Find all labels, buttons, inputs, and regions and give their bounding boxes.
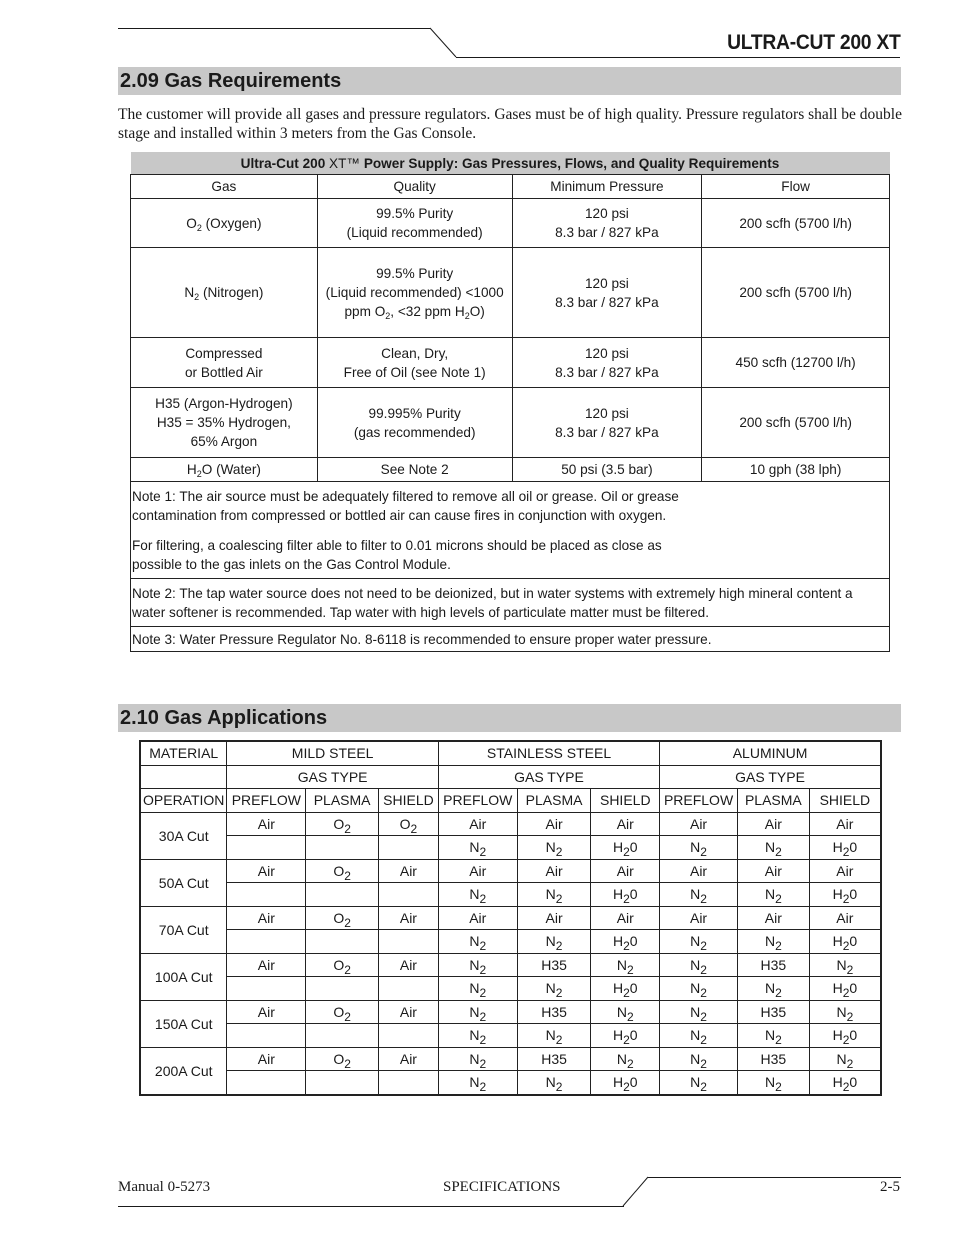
gas-requirements-table — [130, 152, 890, 652]
gas-cell: $N_2$ — [660, 953, 738, 977]
note-1-line: possible to the gas inlets on the Gas Control Module. — [132, 557, 451, 572]
quality-cell: 99.5% Purity (Liquid recommended) <1000 ppm $O_2$, <32 ppm $H_2O$) — [317, 248, 512, 338]
subcol-header: PLASMA — [517, 789, 591, 813]
pressure-cell: 120 psi 8.3 bar / 827 kPa — [512, 388, 702, 458]
gas-cell: $O_2$ — [379, 812, 439, 836]
flow-cell: 450 scfh (12700 l/h) — [702, 338, 890, 388]
gas-cell: Air — [809, 906, 881, 930]
gas-cell: $N_2$ — [591, 953, 660, 977]
table-row — [131, 338, 890, 388]
gas-cell: $N_2$ — [737, 1071, 809, 1095]
gas-cell: $H_20$ — [591, 1071, 660, 1095]
note-row — [131, 627, 890, 652]
gas-cell: $H_20$ — [591, 977, 660, 1001]
table-row — [140, 859, 881, 883]
gas-cell: $H_20$ — [591, 930, 660, 954]
gas-cell — [227, 836, 306, 860]
flow-cell: 200 scfh (5700 l/h) — [702, 248, 890, 338]
note-1-line: Note 1: The air source must be adequately filtered to remove all oil or grease. Oil or grease — [132, 489, 679, 504]
gas-cell: Air — [660, 906, 738, 930]
table-row — [140, 977, 881, 1001]
section-heading: 2.09 Gas Requirements — [120, 70, 342, 92]
gas-type-header: GAS TYPE — [438, 765, 659, 789]
gas-cell: $N_2$ — [591, 1000, 660, 1024]
gas-cell: Air — [379, 859, 439, 883]
quality-cell: 99.995% Purity (gas recommended) — [317, 388, 512, 458]
table-row — [131, 458, 890, 482]
gas-cell: Air — [737, 906, 809, 930]
gas-cell: $H_20$ — [809, 883, 881, 907]
gas-cell: $N_2$ — [517, 836, 591, 860]
gas-cell: Air — [227, 906, 306, 930]
flow-cell: 10 gph (38 lph) — [702, 458, 890, 482]
gas-cell: H35 — [737, 1000, 809, 1024]
gas-cell: $N_2$ — [438, 883, 517, 907]
header-rule-left — [118, 28, 430, 29]
table-row — [140, 812, 881, 836]
gas-cell: Air — [517, 906, 591, 930]
gas-cell — [306, 883, 379, 907]
gas-type-header: GAS TYPE — [227, 765, 438, 789]
gas-cell: $N_2$ — [517, 883, 591, 907]
gas-cell: $N_2$ — [737, 930, 809, 954]
gas-cell: Air — [438, 812, 517, 836]
footer-rule-right — [648, 1177, 901, 1178]
gas-cell: Air — [737, 859, 809, 883]
subcol-header: PREFLOW — [660, 789, 738, 813]
gas-cell: $N_2$ — [660, 977, 738, 1001]
gas-cell: Air — [517, 812, 591, 836]
gas-cell: $H_20$ — [591, 883, 660, 907]
gas-cell: $N_2$ — [438, 930, 517, 954]
gas-cell: $N_2$ — [660, 1071, 738, 1095]
gas-cell: Air — [379, 906, 439, 930]
table-row — [140, 1047, 881, 1071]
gas-cell: Air — [660, 859, 738, 883]
gas-cell: $N_2$ — [737, 836, 809, 860]
gas-cell: $N_2$ — [517, 1024, 591, 1048]
gas-cell: $N_2$ — [809, 1047, 881, 1071]
operation-cell: 50A Cut — [140, 859, 227, 906]
gas-cell: $N_2$ — [438, 836, 517, 860]
section-heading-bar — [118, 67, 901, 95]
gas-cell: H35 — [517, 953, 591, 977]
note-1-line: For filtering, a coalescing filter able to filter to 0.01 microns should be placed as close as — [132, 538, 662, 553]
operation-cell: 100A Cut — [140, 953, 227, 1000]
gas-cell: $N_2$ (Nitrogen) — [131, 248, 318, 338]
operation-cell: 30A Cut — [140, 812, 227, 859]
gas-cell: $N_2$ — [660, 1024, 738, 1048]
operation-label: OPERATION — [140, 789, 227, 813]
subcol-header: SHIELD — [379, 789, 439, 813]
table-row — [140, 883, 881, 907]
gas-cell — [379, 930, 439, 954]
note-2-line: water softener is recommended. Tap water with high levels of particulate matter must be filtered. — [132, 604, 709, 620]
table-row — [140, 906, 881, 930]
section-heading-bar — [118, 704, 901, 732]
gas-cell: $H_2O$ (Water) — [131, 458, 318, 482]
gas-cell: $N_2$ — [438, 1071, 517, 1095]
quality-cell: Clean, Dry, Free of Oil (see Note 1) — [317, 338, 512, 388]
gas-cell: $O_2$ — [306, 953, 379, 977]
quality-cell: 99.5% Purity (Liquid recommended) — [317, 199, 512, 248]
quality-cell: See Note 2 — [317, 458, 512, 482]
pressure-cell: 120 psi 8.3 bar / 827 kPa — [512, 248, 702, 338]
header-rule-right — [456, 57, 900, 58]
gas-cell: $N_2$ — [438, 1047, 517, 1071]
gas-cell: $N_2$ — [591, 1047, 660, 1071]
table-row — [140, 1000, 881, 1024]
gas-cell — [379, 1024, 439, 1048]
pressure-cell: 50 psi (3.5 bar) — [512, 458, 702, 482]
gas-cell — [227, 930, 306, 954]
gas-cell: $N_2$ — [737, 883, 809, 907]
gas-cell: $N_2$ — [809, 953, 881, 977]
gas-cell: $N_2$ — [809, 1000, 881, 1024]
footer-rule-left — [118, 1206, 624, 1207]
note-row — [131, 579, 890, 627]
gas-cell: $H_20$ — [809, 930, 881, 954]
table-row — [140, 1024, 881, 1048]
gas-cell: $O_2$ — [306, 906, 379, 930]
table-row — [131, 199, 890, 248]
footer-section-name: SPECIFICATIONS — [443, 1179, 561, 1195]
footer-page-number: 2-5 — [880, 1179, 900, 1195]
subcol-header: PREFLOW — [227, 789, 306, 813]
material-header: MILD STEEL — [227, 741, 438, 765]
gas-type-header: GAS TYPE — [660, 765, 881, 789]
gas-cell: $N_2$ — [438, 953, 517, 977]
gas-cell: $N_2$ — [660, 1047, 738, 1071]
flow-cell: 200 scfh (5700 l/h) — [702, 388, 890, 458]
gas-cell: Air — [809, 812, 881, 836]
gas-cell — [379, 883, 439, 907]
gas-cell: Air — [227, 859, 306, 883]
subcol-header: PLASMA — [306, 789, 379, 813]
gas-cell: $N_2$ — [660, 1000, 738, 1024]
header-rule-slant — [428, 27, 458, 59]
note-1-line: contamination from compressed or bottled air can cause fires in conjunction with oxygen. — [132, 508, 667, 523]
gas-applications-table — [139, 740, 882, 1096]
gas-cell — [306, 930, 379, 954]
gas-cell: Air — [379, 1000, 439, 1024]
gas-cell: Air — [809, 859, 881, 883]
gas-cell: $N_2$ — [438, 1024, 517, 1048]
flow-cell: 200 scfh (5700 l/h) — [702, 199, 890, 248]
gas-cell — [306, 1071, 379, 1095]
gas-cell: H35 (Argon-Hydrogen) H35 = 35% Hydrogen, 65% Argon — [131, 388, 318, 458]
gas-cell: Air — [591, 859, 660, 883]
document-title: ULTRA-CUT 200 XT — [726, 31, 900, 54]
gas-cell: $O_2$ — [306, 812, 379, 836]
gas-cell: Air — [227, 812, 306, 836]
gas-cell: $N_2$ — [517, 977, 591, 1001]
gas-cell — [227, 977, 306, 1001]
gas-cell: Air — [438, 859, 517, 883]
gas-cell: $N_2$ — [438, 977, 517, 1001]
gas-cell: $N_2$ — [737, 1024, 809, 1048]
pressure-cell: 120 psi 8.3 bar / 827 kPa — [512, 199, 702, 248]
subcol-header: SHIELD — [809, 789, 881, 813]
gas-cell: $H_20$ — [809, 1024, 881, 1048]
note-3: Note 3: Water Pressure Regulator No. 8-6118 is recommended to ensure proper water pressure. — [131, 627, 890, 652]
gas-cell: $N_2$ — [660, 883, 738, 907]
subcol-header: PLASMA — [737, 789, 809, 813]
column-header: Gas — [131, 175, 318, 199]
column-header: Flow — [702, 175, 890, 199]
gas-cell: $N_2$ — [517, 930, 591, 954]
gas-cell: $N_2$ — [660, 836, 738, 860]
gas-cell: H35 — [517, 1047, 591, 1071]
pressure-cell: 120 psi 8.3 bar / 827 kPa — [512, 338, 702, 388]
table-row — [131, 248, 890, 338]
gas-cell: Air — [379, 1047, 439, 1071]
note-row — [131, 482, 890, 579]
gas-cell: $N_2$ — [660, 930, 738, 954]
gas-cell — [306, 836, 379, 860]
gas-cell: Air — [737, 812, 809, 836]
footer-rule-slant — [622, 1176, 650, 1208]
gas-cell: Air — [379, 953, 439, 977]
table-row — [140, 953, 881, 977]
gas-cell: $H_20$ — [809, 977, 881, 1001]
operation-cell: 200A Cut — [140, 1047, 227, 1095]
gas-cell — [379, 977, 439, 1001]
gas-cell — [227, 883, 306, 907]
gas-cell: Air — [591, 906, 660, 930]
gas-cell: Air — [517, 859, 591, 883]
operation-cell: 70A Cut — [140, 906, 227, 953]
gas-cell: $H_20$ — [591, 1024, 660, 1048]
material-label: MATERIAL — [140, 741, 227, 765]
subcol-header: SHIELD — [591, 789, 660, 813]
subcol-header: PREFLOW — [438, 789, 517, 813]
intro-paragraph: The customer will provide all gases and pressure regulators. Gases must be of high quality. Pressure regulators shall be double stage and installed within 3 meters from the Gas Console. — [118, 106, 902, 142]
gas-cell: H35 — [737, 953, 809, 977]
gas-cell: $O_2$ (Oxygen) — [131, 199, 318, 248]
gas-cell: $O_2$ — [306, 859, 379, 883]
gas-cell — [379, 836, 439, 860]
gas-cell: $N_2$ — [517, 1071, 591, 1095]
gas-cell — [379, 1071, 439, 1095]
gas-cell: $H_20$ — [809, 1071, 881, 1095]
gas-cell: Air — [227, 1000, 306, 1024]
gas-cell: $O_2$ — [306, 1047, 379, 1071]
gas-cell: $N_2$ — [438, 1000, 517, 1024]
material-header: STAINLESS STEEL — [438, 741, 659, 765]
gas-cell — [227, 1071, 306, 1095]
gas-cell: $H_20$ — [591, 836, 660, 860]
column-header: Quality — [317, 175, 512, 199]
operation-cell: 150A Cut — [140, 1000, 227, 1047]
note-2-line: Note 2: The tap water source does not need to be deionized, but in water systems with extremely high mineral content a — [132, 585, 853, 601]
table-row — [140, 930, 881, 954]
gas-cell: H35 — [517, 1000, 591, 1024]
column-header: Minimum Pressure — [512, 175, 702, 199]
gas-cell — [306, 977, 379, 1001]
footer-manual-number: Manual 0-5273 — [118, 1179, 211, 1195]
table-row — [140, 1071, 881, 1095]
gas-cell: $H_20$ — [809, 836, 881, 860]
gas-cell — [227, 1024, 306, 1048]
table-row — [140, 836, 881, 860]
gas-cell: Compressed or Bottled Air — [131, 338, 318, 388]
table-caption: Ultra-Cut 200 XT™ Power Supply: Gas Pressures, Flows, and Quality Requirements — [131, 152, 890, 175]
gas-cell: $O_2$ — [306, 1000, 379, 1024]
gas-cell: $N_2$ — [737, 977, 809, 1001]
gas-cell: Air — [438, 906, 517, 930]
section-heading: 2.10 Gas Applications — [120, 707, 328, 729]
gas-cell: Air — [227, 953, 306, 977]
gas-cell: Air — [660, 812, 738, 836]
table-row — [131, 388, 890, 458]
gas-cell: H35 — [737, 1047, 809, 1071]
gas-cell: Air — [227, 1047, 306, 1071]
gas-cell — [306, 1024, 379, 1048]
material-header: ALUMINUM — [660, 741, 881, 765]
gas-cell: Air — [591, 812, 660, 836]
